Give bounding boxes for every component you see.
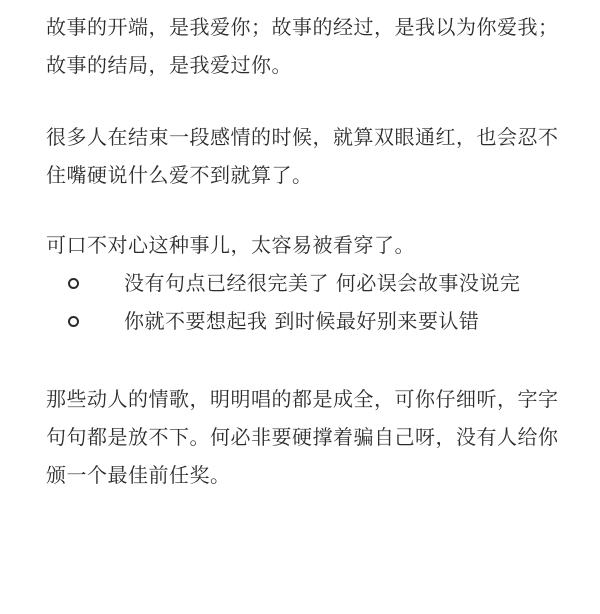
paragraph-story: 故事的开端，是我爱你；故事的经过，是我以为你爱我；故事的结局，是我爱过你。 xyxy=(46,15,559,77)
lyrics-list xyxy=(46,264,566,340)
circle-bullet-icon xyxy=(68,316,79,327)
article-body xyxy=(46,8,566,494)
list-item xyxy=(46,264,566,302)
paragraph-breakup: 很多人在结束一段感情的时候，就算双眼通红，也会忍不住嘴硬说什么爱不到就算了。 xyxy=(46,125,559,187)
lyric-line: 你就不要想起我 到时候最好别来要认错 xyxy=(124,309,480,333)
circle-bullet-icon xyxy=(68,278,79,289)
list-item xyxy=(46,302,566,340)
paragraph-heart: 可口不对心这种事儿，太容易被看穿了。 xyxy=(46,233,415,257)
paragraph-love-songs: 那些动人的情歌，明明唱的都是成全，可你仔细听，字字句句都是放不下。何必非要硬撑着骗自己呀，没有人给你颁一个最佳前任奖。 xyxy=(46,387,559,487)
lyric-line: 没有句点已经很完美了 何必误会故事没说完 xyxy=(124,271,521,295)
